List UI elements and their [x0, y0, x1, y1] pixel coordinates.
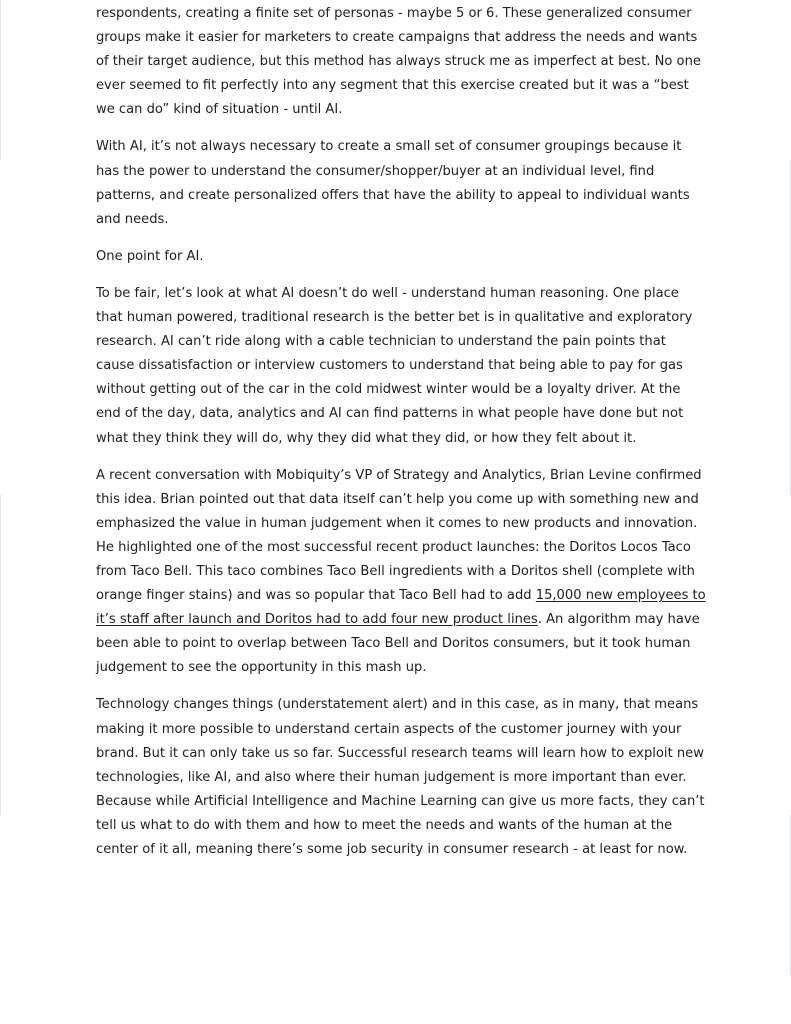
paragraph-text-after-link: . An algorithm may have been able to point to overlap between Taco Bell and Doritos consumers, but it took human judgement to see the opportunity in this mash up. — [96, 612, 700, 676]
paragraph-doritos-example — [96, 464, 708, 681]
paragraph-conclusion: Technology changes things (understatement alert) and in this case, as in many, that means making it more possible to understand certain aspects of the customer journey with your brand. But it can only take us so far. Successful research teams will learn how to exploit new technologies, like AI, and also where their human judgement is more important than ever. Because while Artificial Intelligence and Machine Learning can give us more facts, they can’t tell us what to do with them and how to meet the needs and wants of the human at the center of it all, meaning there’s some job security in consumer research - at least for now. — [96, 697, 705, 857]
left-edge-divider — [0, 0, 1, 160]
paragraph-text-before-link: A recent conversation with Mobiquity’s VP of Strategy and Analytics, Brian Levine confirmed this idea. Brian pointed out that data itself can’t help you come up with something new and emphasized the value in human judgement when it comes to new products and innovation. He highlighted one of the most successful recent product launches: the Doritos Locos Taco from Taco Bell. This taco combines Taco Bell ingredients with a Doritos shell (complete with orange finger stains) and was so popular that Taco Bell had to add — [96, 467, 702, 604]
taco-bell-employees-link[interactable]: 15,000 new employees to it’s staff after launch and Doritos had to add four new product lines — [96, 588, 706, 628]
paragraph-ai-limits: To be fair, let’s look at what AI doesn’t do well - understand human reasoning. One place that human powered, traditional research is the better bet is in qualitative and exploratory research. AI can’t ride along with a cable technician to understand the pain points that cause dissatisfaction or interview customers to understand that being able to pay for gas without getting out of the car in the cold midwest winter would be a loyalty driver. At the end of the day, data, analytics and AI can find patterns in what people have done but not what they think they will do, why they did what they did, or how they felt about it. — [96, 285, 693, 446]
paragraph-ai-power: With AI, it’s not always necessary to create a small set of consumer groupings because it has the power to understand the consumer/shopper/buyer at an individual level, find patterns, and create personalized offers that have the ability to appeal to individual wants and needs. — [96, 139, 690, 227]
paragraph-personas: respondents, creating a finite set of personas - maybe 5 or 6. These generalized consumer groups make it easier for marketers to create campaigns that address the needs and wants of their target audience, but this method has always struck me as imperfect at best. No one ever seemed to fit perfectly into any segment that this exercise created but it was a “best we can do” kind of situation - until AI. — [96, 6, 701, 118]
paragraph-one-point: One point for AI. — [96, 248, 204, 264]
article-body — [96, 2, 708, 875]
left-edge-divider — [0, 495, 1, 815]
